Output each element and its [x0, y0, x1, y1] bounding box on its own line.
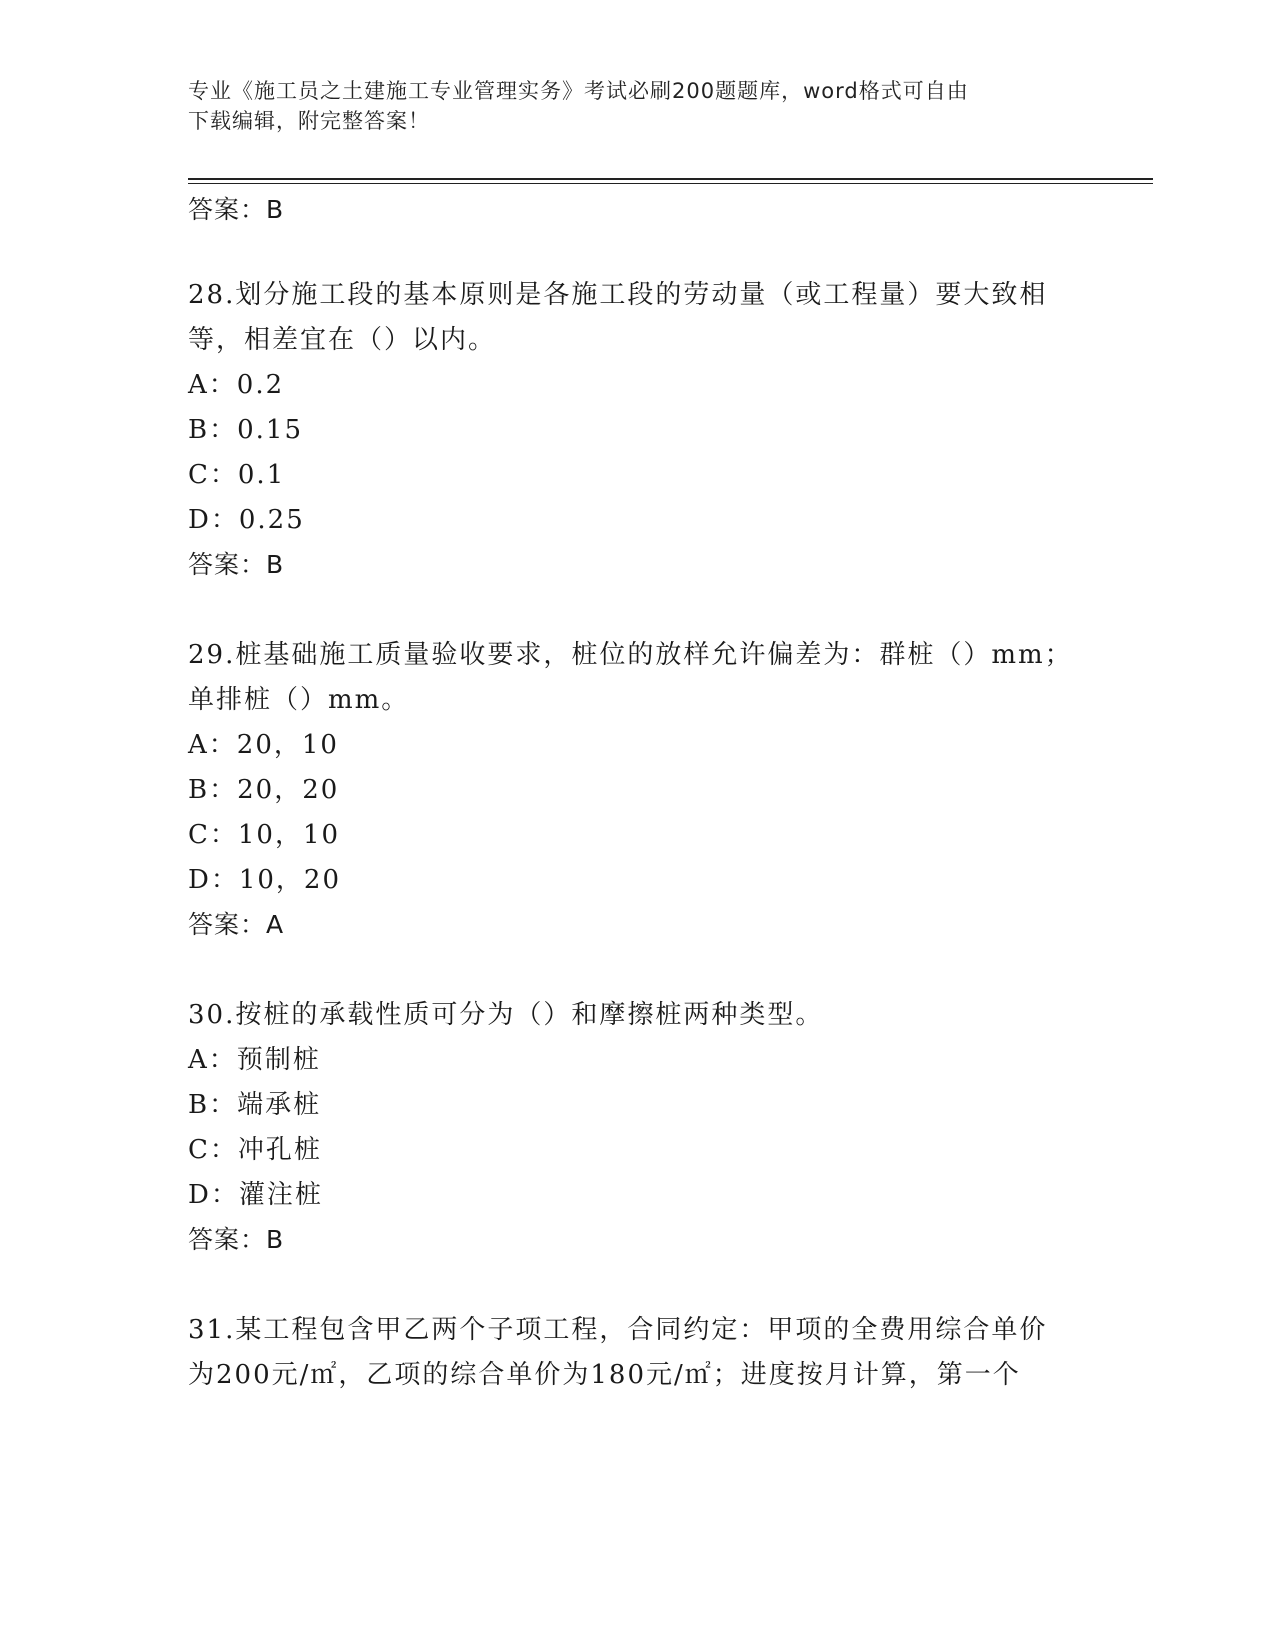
previous-answer: 答案：B [188, 195, 285, 224]
question-30-answer: 答案：B [188, 1225, 285, 1254]
header-divider-thin [188, 183, 1153, 184]
question-29-answer: 答案：A [188, 910, 285, 939]
question-28-stem-line-1: 28.划分施工段的基本原则是各施工段的劳动量（或工程量）要大致相 [188, 280, 1048, 310]
question-31-stem-line-2: 为200元/㎡，乙项的综合单价为180元/㎡；进度按月计算，第一个 [188, 1360, 1021, 1390]
question-31-stem-line-1: 31.某工程包含甲乙两个子项工程，合同约定：甲项的全费用综合单价 [188, 1315, 1048, 1345]
header-divider-thick [188, 178, 1153, 180]
question-28-option-c: C：0.1 [188, 460, 286, 490]
question-29-option-d: D：10，20 [188, 865, 342, 895]
question-30-stem-line-1: 30.按桩的承载性质可分为（）和摩擦桩两种类型。 [188, 1000, 824, 1030]
question-28-option-b: B：0.15 [188, 415, 303, 445]
question-30-option-b: B：端承桩 [188, 1090, 322, 1120]
question-29-stem-line-2: 单排桩（）mm。 [188, 685, 410, 715]
question-28-option-a: A：0.2 [188, 370, 285, 400]
document-header [188, 76, 1068, 136]
question-28-option-d: D：0.25 [188, 505, 305, 535]
question-28-answer: 答案：B [188, 550, 285, 579]
question-30-option-d: D：灌注桩 [188, 1180, 323, 1210]
question-29-option-a: A：20，10 [188, 730, 339, 760]
question-29-stem-line-1: 29.桩基础施工质量验收要求，桩位的放样允许偏差为：群桩（）mm； [188, 640, 1073, 670]
question-29-option-c: C：10，10 [188, 820, 341, 850]
header-line-1: 专业《施工员之土建施工专业管理实务》考试必刷200题题库，word格式可自由 [188, 79, 969, 103]
question-30-option-c: C：冲孔桩 [188, 1135, 322, 1165]
header-line-2: 下载编辑，附完整答案！ [188, 109, 430, 133]
question-29-option-b: B：20，20 [188, 775, 340, 805]
question-28-stem-line-2: 等，相差宜在（）以内。 [188, 325, 497, 355]
question-30-option-a: A：预制桩 [188, 1045, 321, 1075]
